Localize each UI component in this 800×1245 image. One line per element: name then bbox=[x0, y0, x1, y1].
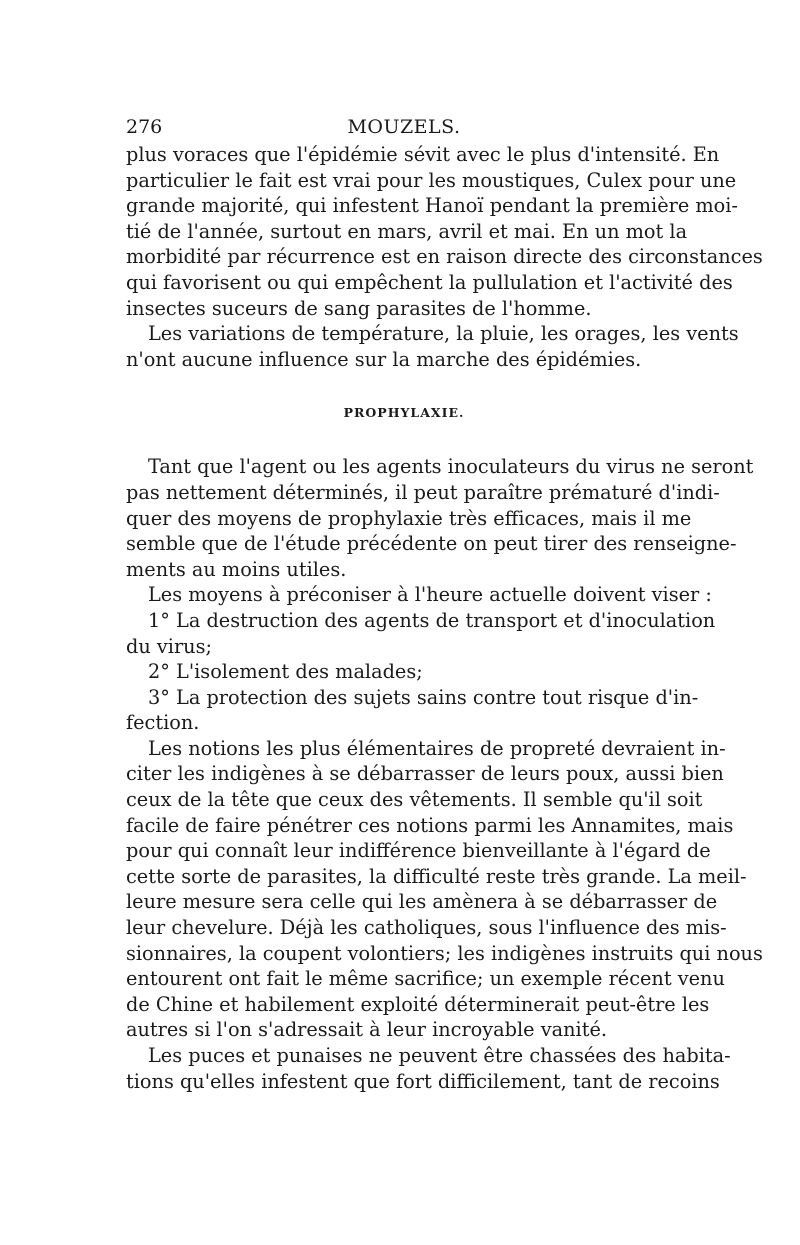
text-line: cette sorte de parasites, la difficulté reste très grande. La meil- bbox=[126, 864, 747, 888]
paragraph bbox=[126, 608, 716, 659]
text-line: ments au moins utiles. bbox=[126, 557, 347, 581]
paragraph bbox=[126, 659, 682, 685]
text-line: ceux de la tête que ceux des vêtements. Il semble qu'il soit bbox=[126, 788, 703, 812]
text-line: 3° La protection des sujets sains contre tout risque d'in- bbox=[148, 685, 699, 709]
body-text-before-heading bbox=[126, 142, 763, 372]
text-line: leur chevelure. Déjà les catholiques, sous l'influence des mis- bbox=[126, 916, 727, 940]
text-line: Tant que l'agent ou les agents inoculateurs du virus ne seront bbox=[148, 455, 754, 479]
text-line: autres si l'on s'adressait à leur incroyable vanité. bbox=[126, 1018, 607, 1042]
text-line: n'ont aucune influence sur la marche des épidémies. bbox=[126, 347, 642, 371]
paragraph bbox=[126, 1043, 731, 1094]
text-line: morbidité par récurrence est en raison directe des circonstances bbox=[126, 245, 763, 269]
text-line: Les moyens à préconiser à l'heure actuelle doivent viser : bbox=[148, 583, 712, 607]
text-line: grande majorité, qui infestent Hanoï pendant la première moi- bbox=[126, 194, 738, 218]
text-line: sionnaires, la coupent volontiers; les indigènes instruits qui nous bbox=[126, 941, 763, 965]
paragraph bbox=[126, 454, 754, 582]
paragraph bbox=[126, 736, 763, 1043]
text-line: tions qu'elles infestent que fort difficilement, tant de recoins bbox=[126, 1069, 720, 1093]
text-line: citer les indigènes à se débarrasser de leurs poux, aussi bien bbox=[126, 762, 724, 786]
paragraph bbox=[126, 685, 699, 736]
text-line: du virus; bbox=[126, 634, 212, 658]
text-line: 1° La destruction des agents de transport et d'inoculation bbox=[148, 608, 716, 632]
running-title: MOUZELS. bbox=[347, 116, 461, 138]
paragraph bbox=[126, 582, 712, 608]
text-line: fection. bbox=[126, 711, 200, 735]
paragraph bbox=[126, 142, 763, 321]
text-line: de Chine et habilement exploité déterminerait peut-être les bbox=[126, 992, 710, 1016]
page-number: 276 bbox=[126, 116, 163, 138]
text-line: qui favorisent ou qui empêchent la pullulation et l'activité des bbox=[126, 270, 733, 294]
text-line: facile de faire pénétrer ces notions parmi les Annamites, mais bbox=[126, 813, 734, 837]
text-line: entourent ont fait le même sacrifice; un exemple récent venu bbox=[126, 967, 725, 991]
body-text-after-heading bbox=[126, 454, 763, 1094]
book-page bbox=[126, 112, 763, 1094]
text-line: plus voraces que l'épidémie sévit avec le plus d'intensité. En bbox=[126, 143, 720, 166]
text-line: leure mesure sera celle qui les amènera à se débarrasser de bbox=[126, 890, 718, 914]
text-line: pour qui connaît leur indifférence bienveillante à l'égard de bbox=[126, 839, 711, 863]
text-line: particulier le fait est vrai pour les moustiques, Culex pour une bbox=[126, 168, 737, 192]
text-line: insectes suceurs de sang parasites de l'homme. bbox=[126, 296, 592, 320]
text-line: Les puces et punaises ne peuvent être chassées des habita- bbox=[148, 1044, 731, 1067]
text-line: semble que de l'étude précédente on peut tirer des renseigne- bbox=[126, 532, 737, 556]
text-line: quer des moyens de prophylaxie très efficaces, mais il me bbox=[126, 506, 692, 530]
text-line: pas nettement déterminés, il peut paraître prématuré d'indi- bbox=[126, 480, 720, 504]
running-head bbox=[126, 112, 682, 142]
paragraph bbox=[126, 321, 739, 372]
section-heading: PROPHYLAXIE. bbox=[343, 405, 465, 421]
text-line: 2° L'isolement des malades; bbox=[148, 660, 423, 684]
text-line: Les variations de température, la pluie, les orages, les vents bbox=[148, 322, 739, 346]
text-line: Les notions les plus élémentaires de propreté devraient in- bbox=[148, 736, 726, 760]
text-line: tié de l'année, surtout en mars, avril et mai. En un mot la bbox=[126, 219, 688, 243]
